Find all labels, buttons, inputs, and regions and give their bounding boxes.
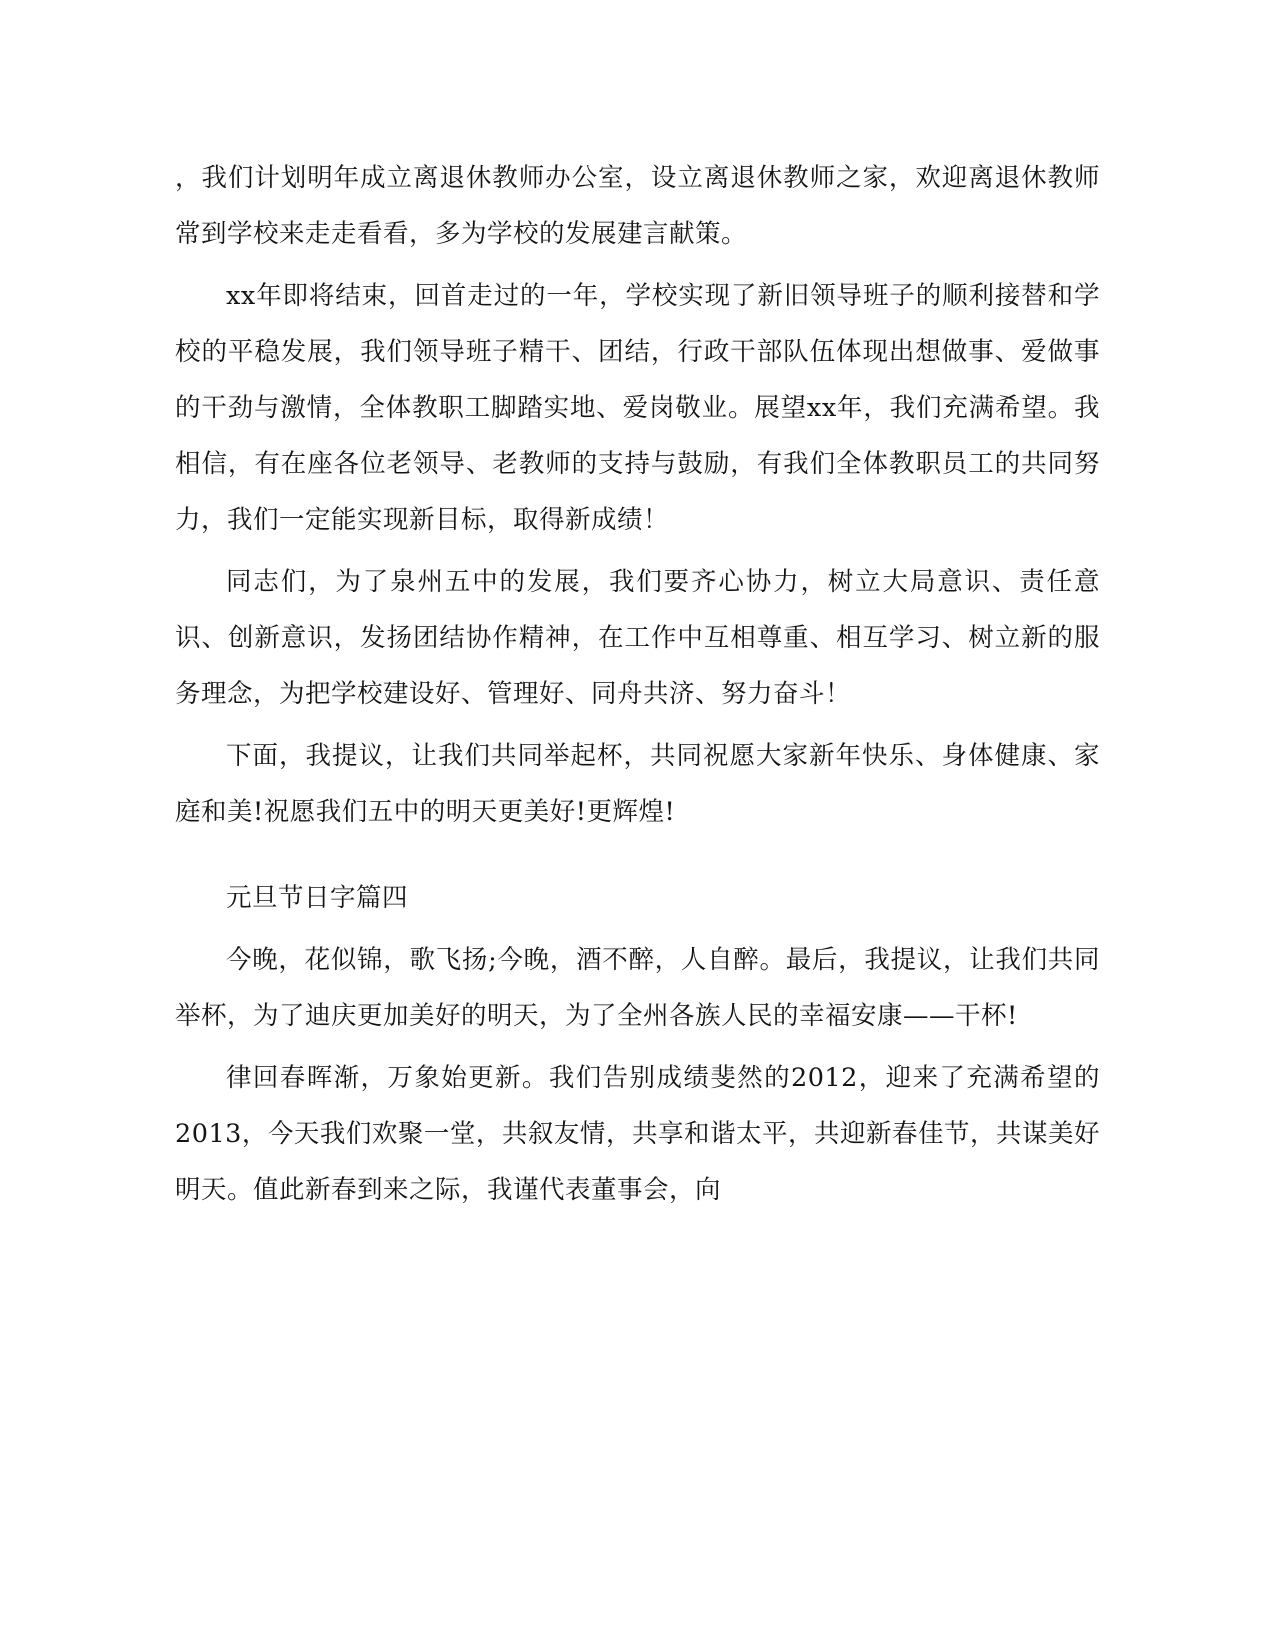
paragraph: 同志们，为了泉州五中的发展，我们要齐心协力，树立大局意识、责任意识、创新意识，发扬团结协作精神，在工作中互相尊重、相互学习、树立新的服务理念，为把学校建设好、管理好、同舟共济、努力奋斗！ xyxy=(175,567,1100,709)
paragraph: ，我们计划明年成立离退休教师办公室，设立离退休教师之家，欢迎离退休教师常到学校来走走看看，多为学校的发展建言献策。 xyxy=(175,163,1100,249)
paragraph: 今晚，花似锦，歌飞扬;今晚，酒不醉，人自醉。最后，我提议，让我们共同举杯，为了迪庆更加美好的明天，为了全州各族人民的幸福安康——干杯! xyxy=(175,945,1100,1031)
paragraph: 下面，我提议，让我们共同举起杯，共同祝愿大家新年快乐、身体健康、家庭和美!祝愿我们五中的明天更美好!更辉煌! xyxy=(175,741,1100,827)
paragraph: 律回春晖渐，万象始更新。我们告别成绩斐然的2012，迎来了充满希望的2013，今天我们欢聚一堂，共叙友情，共享和谐太平，共迎新春佳节，共谋美好明天。值此新春到来之际，我谨代表董事会，向 xyxy=(175,1063,1100,1205)
document-body xyxy=(175,150,1100,1218)
paragraph: xx年即将结束，回首走过的一年，学校实现了新旧领导班子的顺利接替和学校的平稳发展，我们领导班子精干、团结，行政干部队伍体现出想做事、爱做事的干劲与激情，全体教职工脚踏实地、爱岗敬业。展望xx年，我们充满希望。我相信，有在座各位老领导、老教师的支持与鼓励，有我们全体教职员工的共同努力，我们一定能实现新目标，取得新成绩！ xyxy=(175,281,1100,535)
section-heading: 元旦节日字篇四 xyxy=(226,883,409,913)
